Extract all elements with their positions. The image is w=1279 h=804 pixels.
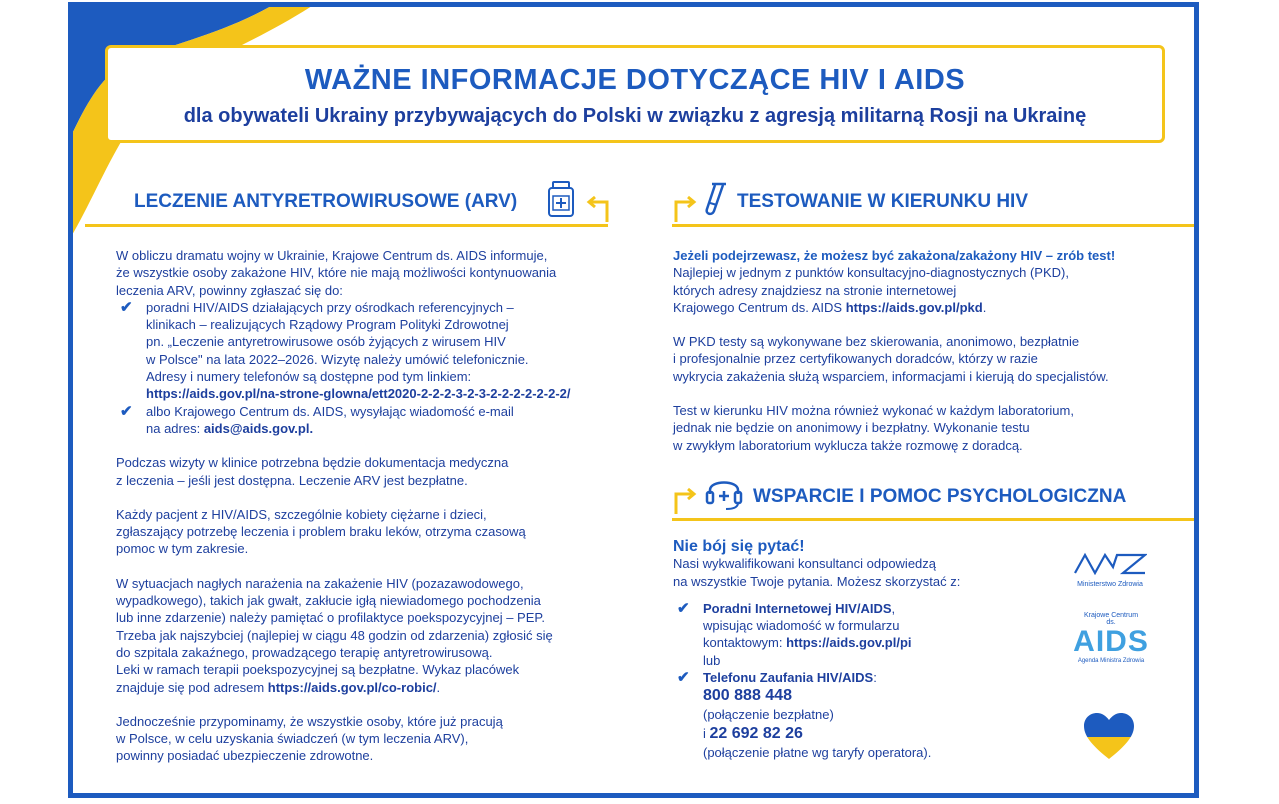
arrow-corner-icon: [672, 486, 698, 516]
support-item-online: ✔ Poradni Internetowej HIV/AIDS, wpisując wiadomość w formularzu kontaktowym: https://aids.gov.pl/pi lub: [677, 599, 912, 668]
support-heading: WSPARCIE I POMOC PSYCHOLOGICZNA: [753, 486, 1127, 507]
support-item-phone: ✔ Telefonu Zaufania HIV/AIDS: 800 888 448 (połączenie bezpłatne) i 22 692 82 26 (połączenie płatne wg taryfy operatora).: [673, 669, 1053, 761]
arrow-corner-icon: [672, 194, 698, 224]
arv-p1-l2: że wszystkie osoby zakażone HIV, które nie mają możliwości kontynuowania: [116, 265, 557, 281]
mz-logo-icon: [1073, 551, 1147, 575]
support-ask: Nie bój się pytać!: [673, 538, 805, 555]
arv-p1-l3: leczenia ARV, powinny zgłaszać się do:: [116, 282, 343, 298]
testing-body: Jeżeli podejrzewasz, że możesz być zakażona/zakażony HIV – zrób test! Najlepiej w jednym z punktów konsultacyjno-diagnostycznych (PKD), których adresy znajdziesz na stronie internetowej Krajowego Centrum ds. AIDS https://aids.gov.pl/pkd. W PKD testy są wykonywane bez skierowania, anonimowo, bezpłatnie i profesjonalnie przez certyfikowanych doradców, którzy w razie wykrycia zakażenia służą wsparciem, informacjami i kierują do specjalistów. Test w kierunku HIV można również wykonać w każdym laboratorium, jednak nie będzie on anonimowy i bezpłatny. Wykonanie testu w zwykłym laboratorium wyklucza także rozmowę z doradcą.: [673, 247, 1183, 454]
phone-free[interactable]: 800 888 448: [703, 687, 792, 705]
arv-underline: [85, 224, 608, 227]
clinics-link[interactable]: https://aids.gov.pl/na-strone-glowna/ett2020-2-2-2-3-2-3-2-2-2-2-2-2-2/: [146, 386, 571, 402]
check-icon: ✔: [677, 599, 690, 617]
medicine-bottle-icon: [546, 180, 576, 218]
page-subtitle: dla obywateli Ukrainy przybywających do Polski w związku z agresją militarną Rosji na Ukrainę: [183, 105, 1087, 127]
testing-underline: [672, 224, 1194, 227]
arrow-corner-icon: [585, 194, 611, 224]
support-body: Nie bój się pytać! Nasi wykwalifikowani konsultanci odpowiedzą na wszystkie Twoje pytania. Możesz skorzystać z: ✔ Poradni Internetowej HIV/AIDS, wpisując wiadomość w formularzu kontaktowym: https://aids.gov.pl/pi lub ✔ Telefonu Zaufania HIV/AIDS: 800 888 448 (połączenie bezpłatne) i 22 692 82 26 (połączenie płatne wg taryfy operatora).: [673, 538, 1053, 761]
arv-bullet-clinics: ✔ poradni HIV/AIDS działających przy ośrodkach referencyjnych – klinikach – realizujących Rządowy Program Polityki Zdrowotnej pn. „Leczenie antyretrowirusowe osób żyjących z wirusem HIV w Polsce" na lata 2022–2026. Wizytę należy umówić telefonicznie. Adresy i numery telefonów są dostępne pod tym linkiem: https://aids.gov.pl/na-strone-glowna/ett2020-2-2-2-3-2-3-2-2-2-2-2-2-2/: [120, 298, 571, 402]
pi-link[interactable]: https://aids.gov.pl/pi: [786, 635, 912, 651]
test-tube-icon: [702, 181, 730, 219]
ministry-of-health-logo: Ministerstwo Zdrowia: [1070, 551, 1150, 588]
support-underline: [672, 518, 1194, 521]
testing-lead: Jeżeli podejrzewasz, że możesz być zakażona/zakażony HIV – zrób test!: [673, 248, 1116, 263]
check-icon: ✔: [120, 298, 133, 316]
phone-paid[interactable]: 22 692 82 26: [709, 724, 803, 742]
ukraine-heart-icon: [1084, 713, 1134, 761]
arv-heading: LECZENIE ANTYRETROWIRUSOWE (ARV): [134, 191, 518, 212]
title-box: [105, 45, 1165, 143]
pkd-link[interactable]: https://aids.gov.pl/pkd: [845, 299, 983, 315]
aids-centre-logo: Krajowe Centrum ds. AIDS Agenda Ministra Zdrowia: [1073, 612, 1149, 664]
arv-body: W obliczu dramatu wojny w Ukrainie, Krajowe Centrum ds. AIDS informuje, że wszystkie osoby zakażone HIV, które nie mają możliwości kontynuowania leczenia ARV, powinny zgłaszać się do: ✔ poradni HIV/AIDS działających przy ośrodkach referencyjnych – klinikach – realizujących Rządowy Program Polityki Zdrowotnej pn. „Leczenie antyretrowirusowe osób żyjących z wirusem HIV w Polsce" na lata 2022–2026. Wizytę należy umówić telefonicznie. Adresy i numery telefonów są dostępne pod tym linkiem: https://aids.gov.pl/na-strone-glowna/ett2020-2-2-2-3-2-3-2-2-2-2-2-2-2/ ✔ albo Krajowego Centrum ds. AIDS, wysyłając wiadomość e-mail na adres: aids@aids.gov.pl. Podczas wizyty w klinice potrzebna będzie dokumentacja medyczna z leczenia – jeśli jest dostępna. Leczenie ARV jest bezpłatne. Każdy pacjent z HIV/AIDS, szczególnie kobiety ciężarne i dzieci, zgłaszający potrzebę leczenia i problem braku leków, otrzyma czasową pomoc w tym zakresie. W sytuacjach nagłych narażenia na zakażenie HIV (pozazawodowego, wypadkowego), takich jak gwałt, zakłucie igłą niewiadomego pochodzenia lub inne zdarzenie) należy pamiętać o profilaktyce poekspozycyjnej – PEP. Trzeba jak najszybciej (najlepiej w ciągu 48 godzin od zdarzenia) zgłosić się do szpitala zakaźnego, prowadzącego terapię antyretrowirusową. Leki w ramach terapii poekspozycyjnej są bezpłatne. Wykaz placówek znajduje się pod adresem https://aids.gov.pl/co-robic/. Jednocześnie przypominamy, że wszystkie osoby, które już pracują w Polsce, w celu uzyskania świadczeń (w tym leczenia ARV), powinny posiadać ubezpieczenie zdrowotne.: [116, 247, 636, 765]
arv-bullet-email: ✔ albo Krajowego Centrum ds. AIDS, wysyłając wiadomość e-mail na adres: aids@aids.gov.pl.: [120, 402, 514, 436]
email-link[interactable]: aids@aids.gov.pl.: [203, 420, 314, 436]
testing-heading: TESTOWANIE W KIERUNKU HIV: [737, 191, 1028, 212]
arv-p1-l1: W obliczu dramatu wojny w Ukrainie, Krajowe Centrum ds. AIDS informuje,: [116, 248, 548, 263]
page-title: WAŻNE INFORMACJE DOTYCZĄCE HIV I AIDS: [304, 64, 966, 96]
headset-icon: [704, 472, 744, 512]
co-robic-link[interactable]: https://aids.gov.pl/co-robic/: [267, 679, 437, 695]
check-icon: ✔: [120, 402, 133, 420]
check-icon: ✔: [677, 669, 690, 687]
